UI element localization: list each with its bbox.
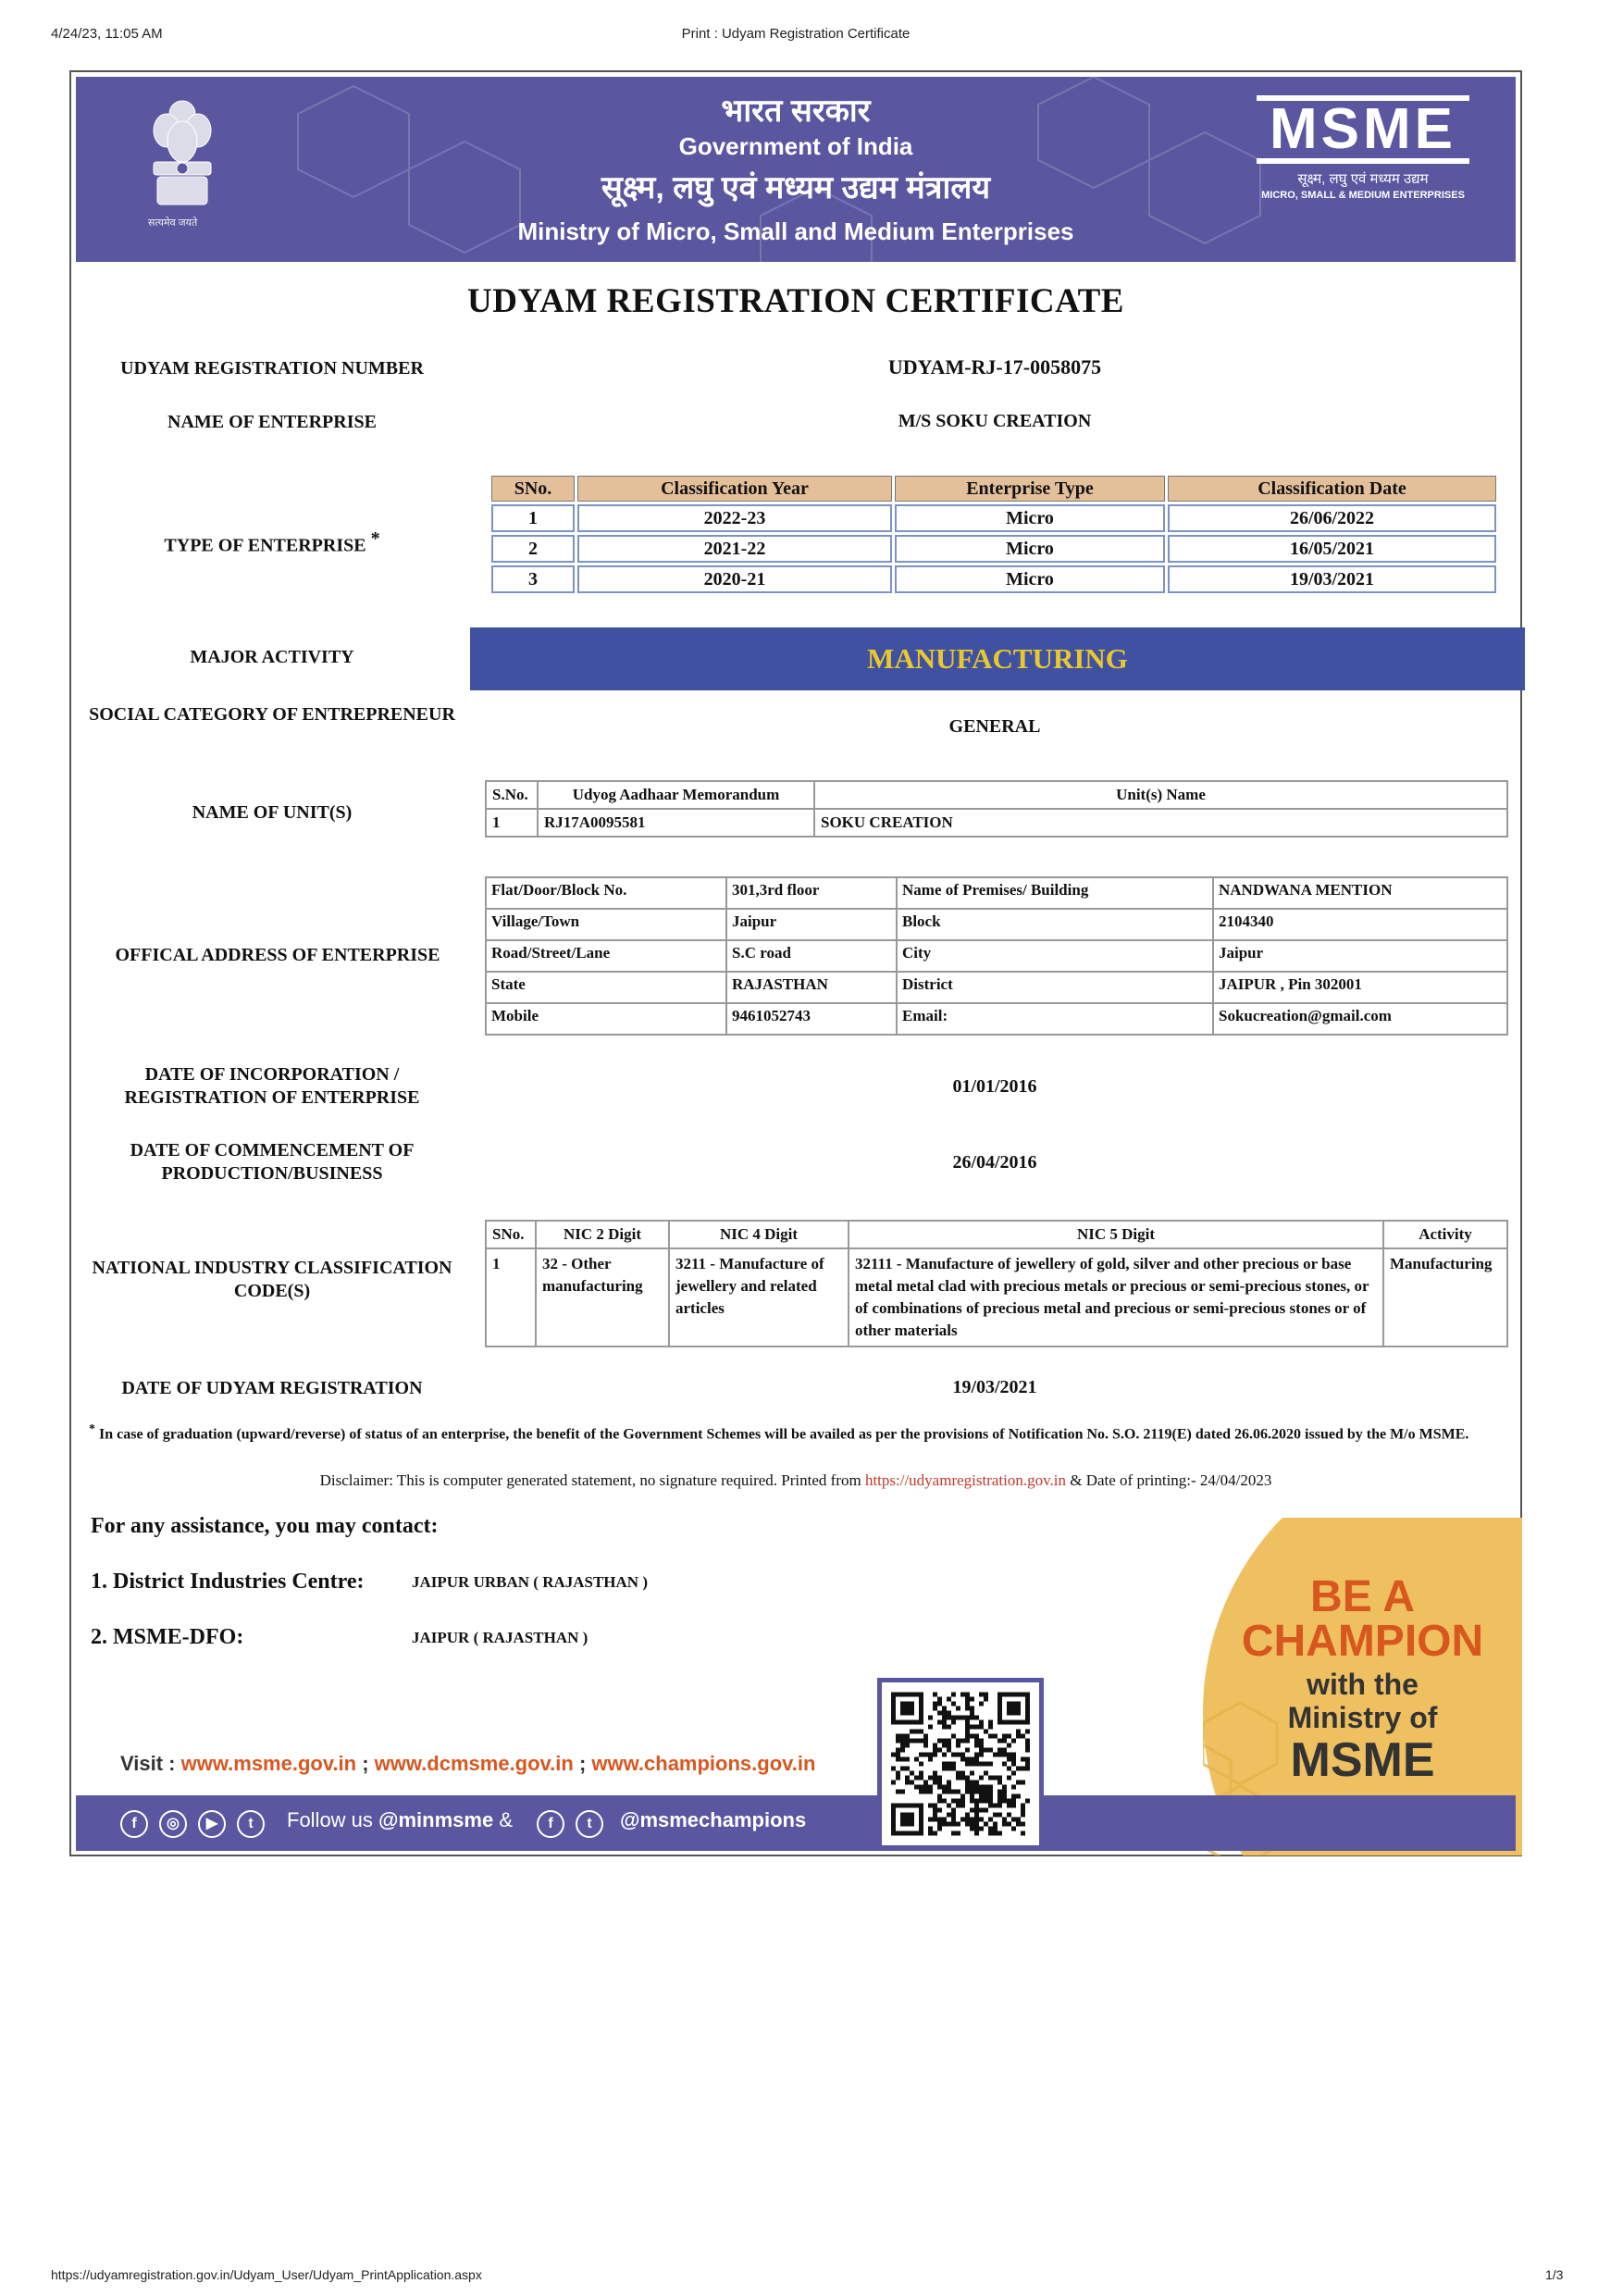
qr-code-icon [882, 1682, 1039, 1845]
table-row [486, 809, 1507, 837]
udyam-date-label: DATE OF UDYAM REGISTRATION [121, 1378, 423, 1398]
table-row [491, 565, 1496, 593]
champ-line3: with the [1307, 1668, 1419, 1701]
assistance-heading: For any assistance, you may contact: [91, 1514, 439, 1538]
incorporation-date-value: 01/01/2016 [952, 1076, 1037, 1097]
table-header: SNo. [491, 476, 575, 502]
table-cell: Micro [895, 504, 1165, 532]
table-cell: District [897, 972, 1213, 1003]
print-datetime: 4/24/23, 11:05 AM [51, 26, 163, 42]
commencement-date-label: DATE OF COMMENCEMENT OF PRODUCTION/BUSINESS [130, 1140, 415, 1184]
note-asterisk: * [89, 1422, 95, 1436]
table-cell: Micro [895, 565, 1165, 593]
msme-logo-caption: MICRO, SMALL & MEDIUM ENTERPRISES [1261, 190, 1465, 201]
table-cell: State [486, 972, 726, 1003]
instagram-icon[interactable]: ◎ [159, 1810, 187, 1838]
government-banner [76, 77, 1516, 262]
table-cell: 2 [491, 535, 575, 563]
table-cell: RJ17A0095581 [538, 809, 814, 837]
table-header: Activity [1383, 1221, 1507, 1248]
emblem-motto: सत्यमेव जयते [148, 217, 198, 229]
champ-line5: MSME [1290, 1733, 1435, 1787]
table-cell: 3211 - Manufacture of jewellery and related articles [669, 1248, 849, 1347]
enterprise-name-value: M/S SOKU CREATION [898, 411, 1092, 431]
table-header: NIC 4 Digit [669, 1221, 849, 1248]
hindi-ministry-text: सूक्ष्म, लघु एवं मध्यम उद्यम मंत्रालय [601, 170, 991, 205]
units-header-row [486, 781, 1507, 809]
units-table [485, 780, 1508, 838]
table-cell: 301,3rd floor [726, 877, 897, 909]
table-header: SNo. [486, 1221, 536, 1248]
social-category-label: SOCIAL CATEGORY OF ENTREPRENEUR [89, 704, 455, 725]
msme-logo-word: MSME [1257, 95, 1469, 164]
table-cell: 2020-21 [577, 565, 892, 593]
table-cell: 2021-22 [577, 535, 892, 563]
table-cell: SOKU CREATION [814, 809, 1507, 837]
incorporation-date-label: DATE OF INCORPORATION / REGISTRATION OF ENTERPRISE [124, 1064, 420, 1108]
follow-text [287, 1808, 513, 1832]
table-cell: 19/03/2021 [1168, 565, 1496, 593]
table-cell: JAIPUR , Pin 302001 [1213, 972, 1507, 1003]
table-cell: Village/Town [486, 909, 726, 940]
disclaimer-link[interactable]: https://udyamregistration.gov.in [864, 1471, 1066, 1489]
table-cell: Sokucreation@gmail.com [1213, 1003, 1507, 1035]
table-header: Enterprise Type [895, 476, 1165, 502]
udyam-date-value: 19/03/2021 [952, 1377, 1037, 1397]
table-cell: Flat/Door/Block No. [486, 877, 726, 909]
twitter-icon[interactable]: t [576, 1810, 603, 1838]
table-cell: RAJASTHAN [726, 972, 897, 1003]
msme-logo [1257, 95, 1469, 201]
table-cell: Email: [897, 1003, 1213, 1035]
table-row [486, 909, 1507, 940]
note-text: In case of graduation (upward/reverse) of status of an enterprise, the benefit of the Government Schemes will be availed as per the provisions of Notification No. S.O. 2119(E) dated 26.06.2020 issued by the M/o MSME. [99, 1426, 1469, 1443]
table-cell: 2104340 [1213, 909, 1507, 940]
champ-line4: Ministry of [1287, 1701, 1438, 1734]
dic-label: 1. District Industries Centre: [91, 1570, 365, 1594]
reg-number-value: UDYAM-RJ-17-0058075 [887, 355, 1102, 379]
follow-prefix: Follow us [287, 1808, 379, 1831]
msme-dfo-value: JAIPUR ( RAJASTHAN ) [412, 1629, 588, 1646]
msme-logo-hindi: सूक्ष्म, लघु एवं मध्यम उद्यम [1297, 171, 1429, 187]
champ-line2: CHAMPION [1241, 1617, 1484, 1666]
table-cell: NANDWANA MENTION [1213, 877, 1507, 909]
table-row [486, 1003, 1507, 1035]
table-header: S.No. [486, 781, 538, 809]
certificate-title: UDYAM REGISTRATION CERTIFICATE [467, 282, 1124, 320]
table-cell: Micro [895, 535, 1165, 563]
follow-amp: & [493, 1808, 514, 1831]
print-title: Print : Udyam Registration Certificate [681, 26, 911, 42]
disclaimer-print-date: & Date of printing:- 24/04/2023 [1065, 1471, 1272, 1489]
table-row [486, 940, 1507, 972]
table-row [486, 1248, 1507, 1347]
youtube-icon[interactable]: ▶ [198, 1810, 226, 1838]
visit-links [120, 1752, 815, 1776]
visit-separator: ; [356, 1752, 375, 1775]
reg-number-label: UDYAM REGISTRATION NUMBER [120, 358, 424, 379]
print-url: https://udyamregistration.gov.in/Udyam_User/Udyam_PrintApplication.aspx [51, 2267, 482, 2282]
table-cell: Jaipur [1213, 940, 1507, 972]
visit-link-dcmsme[interactable]: www.dcmsme.gov.in [374, 1752, 574, 1775]
table-header: Classification Date [1168, 476, 1496, 502]
disclaimer-text: Disclaimer: This is computer generated statement, no signature required. Printed from [319, 1471, 865, 1489]
major-activity-label: MAJOR ACTIVITY [190, 647, 354, 667]
address-table [485, 876, 1508, 1036]
classification-header-row [491, 476, 1496, 502]
table-cell: Name of Premises/ Building [897, 877, 1213, 909]
units-label: NAME OF UNIT(S) [192, 802, 353, 823]
table-header: Classification Year [577, 476, 892, 502]
nic-label: NATIONAL INDUSTRY CLASSIFICATION CODE(S) [92, 1258, 452, 1301]
nic-table [485, 1220, 1508, 1347]
major-activity-value: MANUFACTURING [470, 627, 1525, 690]
visit-link-champions[interactable]: www.champions.gov.in [591, 1752, 816, 1775]
table-header: NIC 2 Digit [536, 1221, 669, 1248]
qr-code [877, 1678, 1044, 1850]
visit-link-msme[interactable]: www.msme.gov.in [180, 1752, 357, 1775]
table-cell: 3 [491, 565, 575, 593]
table-cell: Jaipur [726, 909, 897, 940]
table-cell: 16/05/2021 [1168, 535, 1496, 563]
msme-dfo-label: 2. MSME-DFO: [91, 1625, 244, 1649]
dic-value: JAIPUR URBAN ( RAJASTHAN ) [412, 1573, 648, 1591]
type-asterisk: * [370, 528, 380, 549]
table-cell: 26/06/2022 [1168, 504, 1496, 532]
table-cell: Block [897, 909, 1213, 940]
social-category-value: GENERAL [948, 716, 1041, 737]
follow-handle-msmechampions[interactable]: @msmechampions [620, 1808, 807, 1831]
table-row [491, 535, 1496, 563]
classification-table [489, 473, 1499, 596]
type-label-text: TYPE OF ENTERPRISE [164, 535, 366, 556]
disclaimer [0, 1471, 1592, 1490]
table-cell: S.C road [726, 940, 897, 972]
table-cell: City [897, 940, 1213, 972]
table-header: NIC 5 Digit [849, 1221, 1383, 1248]
table-cell: 9461052743 [726, 1003, 897, 1035]
graduation-note [89, 1420, 1508, 1445]
table-cell: Manufacturing [1383, 1248, 1507, 1347]
table-row [486, 972, 1507, 1003]
table-cell: Mobile [486, 1003, 726, 1035]
table-cell: 2022-23 [577, 504, 892, 532]
table-cell: 1 [491, 504, 575, 532]
type-of-enterprise-label [87, 527, 457, 558]
hindi-government-text: भारत सरकार [721, 93, 871, 129]
government-of-india-text: Government of India [678, 132, 913, 160]
table-cell: 32111 - Manufacture of jewellery of gold, silver and other precious or base metal metal clad with precious metals or precious or semi-precious stones, or of combinations of precious metal and precious or semi-precious stones or of other materials [849, 1248, 1383, 1347]
commencement-date-value: 26/04/2016 [952, 1152, 1037, 1173]
table-header: Unit(s) Name [814, 781, 1507, 809]
visit-label: Visit : [120, 1752, 181, 1775]
follow-handle-minmsme[interactable]: @minmsme [378, 1808, 494, 1831]
table-cell: 32 - Other manufacturing [536, 1248, 669, 1347]
table-row [491, 504, 1496, 532]
table-header: Udyog Aadhaar Memorandum [538, 781, 814, 809]
print-page-number: 1/3 [1545, 2267, 1564, 2282]
facebook-icon[interactable]: f [537, 1810, 564, 1838]
enterprise-name-label: NAME OF ENTERPRISE [167, 412, 377, 432]
visit-separator: ; [573, 1752, 592, 1775]
nic-header-row [486, 1221, 1507, 1248]
facebook-icon[interactable]: f [120, 1810, 148, 1838]
table-cell: 1 [486, 1248, 536, 1347]
table-cell: Road/Street/Lane [486, 940, 726, 972]
table-cell: 1 [486, 809, 538, 837]
champ-line1: BE A [1310, 1572, 1415, 1621]
ministry-name-text: Ministry of Micro, Small and Medium Enterprises [517, 217, 1074, 245]
twitter-icon[interactable]: t [237, 1810, 265, 1838]
address-label: OFFICAL ADDRESS OF ENTERPRISE [115, 945, 440, 965]
table-row [486, 877, 1507, 909]
